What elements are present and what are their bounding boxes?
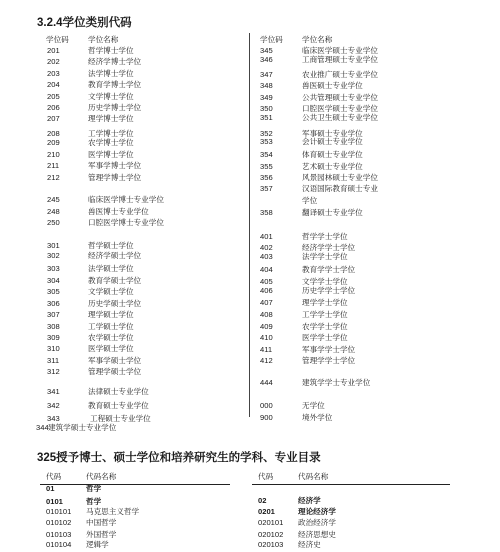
row-code: 250 xyxy=(47,218,60,227)
row-code: 405 xyxy=(260,277,273,286)
row-code: 349 xyxy=(260,93,273,102)
row-code: 207 xyxy=(47,114,60,123)
row-code: 020102 xyxy=(258,530,284,539)
row-code: 311 xyxy=(47,356,60,365)
row-name: 工学硕士学位 xyxy=(88,322,134,331)
row-name: 管理学学士学位 xyxy=(302,356,356,365)
row-code: 407 xyxy=(260,298,273,307)
section2-divider-right xyxy=(252,484,450,485)
row-name: 逻辑学 xyxy=(86,540,109,549)
row-code: 020101 xyxy=(258,518,284,527)
row-code: 020103 xyxy=(258,540,284,549)
row-name: 艺术硕士专业学位 xyxy=(302,162,363,171)
row-name: 历史学硕士学位 xyxy=(88,299,142,308)
row-name: 工学博士学位 xyxy=(88,129,134,138)
row-code: 208 xyxy=(47,129,60,138)
row-name: 理学博士学位 xyxy=(88,114,134,123)
row-code: 304 xyxy=(47,276,60,285)
row-name: 翻译硕士专业学位 xyxy=(302,208,363,217)
row-name: 医学学士学位 xyxy=(302,333,348,342)
row-name: 兽医博士专业学位 xyxy=(88,207,149,216)
row-name: 临床医学硕士专业学位 xyxy=(302,46,378,55)
row-name: 文学博士学位 xyxy=(88,92,134,101)
row-name: 哲学 xyxy=(86,484,102,493)
row-code: 406 xyxy=(260,286,273,295)
row-name: 境外学位 xyxy=(302,413,333,422)
row-code: 345 xyxy=(260,46,273,55)
row-name: 历史学博士学位 xyxy=(88,103,142,112)
row-code: 342 xyxy=(47,401,60,410)
row-name: 军事学学士学位 xyxy=(302,345,356,354)
row-name: 哲学学士学位 xyxy=(302,232,348,241)
row-code: 346 xyxy=(260,55,273,64)
row-name: 医学博士学位 xyxy=(88,150,134,159)
row-code: 209 xyxy=(47,138,60,147)
row-name: 工学学士学位 xyxy=(302,310,348,319)
row-name: 哲学 xyxy=(86,497,102,506)
row-code: 305 xyxy=(47,287,60,296)
row-code: 347 xyxy=(260,70,273,79)
row-code: 341 xyxy=(47,387,60,396)
row-code: 343 xyxy=(47,414,60,423)
row-name: 农学硕士学位 xyxy=(88,333,134,342)
row-code: 0201 xyxy=(258,507,275,516)
row-code: 201 xyxy=(47,46,60,55)
column-divider xyxy=(249,33,250,417)
row-name: 哲学硕士学位 xyxy=(88,241,134,250)
row-code: 303 xyxy=(47,264,60,273)
s2-header-name-left: 代码名称 xyxy=(86,472,117,481)
row-code: 000 xyxy=(260,401,273,410)
row-name: 教育学博士学位 xyxy=(88,80,142,89)
row-name: 哲学博士学位 xyxy=(88,46,134,55)
row-code: 411 xyxy=(260,345,273,354)
row-code: 203 xyxy=(47,69,60,78)
row-name: 农学博士学位 xyxy=(88,138,134,147)
section2-divider-left xyxy=(40,484,230,485)
row-name: 管理学硕士学位 xyxy=(88,367,142,376)
row-code: 900 xyxy=(260,413,273,422)
row-name: 经济学学士学位 xyxy=(302,243,356,252)
row-code: 310 xyxy=(47,344,60,353)
row-code: 010104 xyxy=(46,540,72,549)
section1-title: 3.2.4学位类别代码 xyxy=(37,17,132,29)
row-code: 309 xyxy=(47,333,60,342)
row-name: 法学硕士学位 xyxy=(88,264,134,273)
row-name: 法学学士学位 xyxy=(302,252,348,261)
row-name: 体育硕士专业学位 xyxy=(302,150,363,159)
row-name: 法学博士学位 xyxy=(88,69,134,78)
row-code: 403 xyxy=(260,252,273,261)
row-name: 教育硕士专业学位 xyxy=(88,401,149,410)
row-code: 351 xyxy=(260,113,273,122)
row-name: 无学位 xyxy=(302,401,325,410)
row-name: 风景园林硕士专业学位 xyxy=(302,173,378,182)
row-name: 工程硕士专业学位 xyxy=(90,414,151,423)
row-code: 0101 xyxy=(46,497,63,506)
row-name: 汉语国际教育硕士专业 xyxy=(302,184,378,193)
row-name: 经济史 xyxy=(298,540,321,549)
row-code: 355 xyxy=(260,162,273,171)
row-code: 356 xyxy=(260,173,273,182)
row-name: 文学硕士学位 xyxy=(88,287,134,296)
row-name: 农业推广硕士专业学位 xyxy=(302,70,378,79)
row-code: 409 xyxy=(260,322,273,331)
row-name: 经济学 xyxy=(298,496,321,505)
row-name: 临床医学博士专业学位 xyxy=(88,195,164,204)
row-code: 205 xyxy=(47,92,60,101)
s2-header-name-right: 代码名称 xyxy=(298,472,329,481)
row-name: 军事学博士学位 xyxy=(88,161,142,170)
row-code: 245 xyxy=(47,195,60,204)
row-code: 210 xyxy=(47,150,60,159)
row-name: 政治经济学 xyxy=(298,518,336,527)
row-name: 口腔医学硕士专业学位 xyxy=(302,104,378,113)
row-name: 建筑学学士专业学位 xyxy=(302,378,371,387)
row-code: 408 xyxy=(260,310,273,319)
row-name: 历史学学士学位 xyxy=(302,286,356,295)
row-name: 农学学士学位 xyxy=(302,322,348,331)
row-code: 402 xyxy=(260,243,273,252)
row-name: 管理学博士学位 xyxy=(88,173,142,182)
row-code: 204 xyxy=(47,80,60,89)
row-code: 010102 xyxy=(46,518,72,527)
row-name: 中国哲学 xyxy=(86,518,117,527)
row-code: 353 xyxy=(260,137,273,146)
row-code: 02 xyxy=(258,496,267,505)
row-name: 工商管理硕士专业学位 xyxy=(302,55,378,64)
row-code: 010101 xyxy=(46,507,72,516)
row-code: 410 xyxy=(260,333,273,342)
row-name: 马克思主义哲学 xyxy=(86,507,140,516)
section2-title: 325授予博士、硕士学位和培养研究生的学科、专业目录 xyxy=(37,452,321,464)
row-name: 经济学博士学位 xyxy=(88,57,142,66)
row-name: 兽医硕士专业学位 xyxy=(302,81,363,90)
row-name: 建筑学硕士专业学位 xyxy=(48,423,117,432)
row-code: 202 xyxy=(47,57,60,66)
row-code: 211 xyxy=(47,161,60,170)
row-code: 010103 xyxy=(46,530,72,539)
s2-header-code-right: 代码 xyxy=(258,472,274,481)
row-code: 357 xyxy=(260,184,273,193)
row-name: 会计硕士专业学位 xyxy=(302,137,363,146)
row-code: 344 xyxy=(36,423,49,432)
row-name: 教育学学士学位 xyxy=(302,265,356,274)
row-name: 军事学硕士学位 xyxy=(88,356,142,365)
row-code: 444 xyxy=(260,378,273,387)
row-name: 理学硕士学位 xyxy=(88,310,134,319)
row-code: 206 xyxy=(47,103,60,112)
row-code: 354 xyxy=(260,150,273,159)
row-code: 401 xyxy=(260,232,273,241)
row-code: 308 xyxy=(47,322,60,331)
row-code: 248 xyxy=(47,207,60,216)
s2-header-code-left: 代码 xyxy=(46,472,62,481)
header-code-left: 学位码 xyxy=(46,35,69,44)
row-name: 理学学士学位 xyxy=(302,298,348,307)
row-name: 公共卫生硕士专业学位 xyxy=(302,113,378,122)
row-code: 306 xyxy=(47,299,60,308)
row-name: 法律硕士专业学位 xyxy=(88,387,149,396)
row-code: 312 xyxy=(47,367,60,376)
row-code: 412 xyxy=(260,356,273,365)
row-name: 军事硕士专业学位 xyxy=(302,129,363,138)
row-code: 404 xyxy=(260,265,273,274)
row-name: 教育学硕士学位 xyxy=(88,276,142,285)
header-name-right: 学位名称 xyxy=(302,35,333,44)
header-name-left: 学位名称 xyxy=(88,35,119,44)
row-code: 307 xyxy=(47,310,60,319)
row-name: 经济思想史 xyxy=(298,530,336,539)
row-name: 口腔医学博士专业学位 xyxy=(88,218,164,227)
row-name: 外国哲学 xyxy=(86,530,117,539)
row-name: 理论经济学 xyxy=(298,507,336,516)
row-code: 352 xyxy=(260,129,273,138)
header-code-right: 学位码 xyxy=(260,35,283,44)
row-name: 学位 xyxy=(302,196,318,205)
row-name: 经济学硕士学位 xyxy=(88,251,142,260)
row-name: 医学硕士学位 xyxy=(88,344,134,353)
row-name: 文学学士学位 xyxy=(302,277,348,286)
row-code: 212 xyxy=(47,173,60,182)
row-code: 01 xyxy=(46,484,55,493)
row-code: 350 xyxy=(260,104,273,113)
row-code: 302 xyxy=(47,251,60,260)
row-code: 358 xyxy=(260,208,273,217)
row-code: 301 xyxy=(47,241,60,250)
row-code: 348 xyxy=(260,81,273,90)
row-name: 公共管理硕士专业学位 xyxy=(302,93,378,102)
